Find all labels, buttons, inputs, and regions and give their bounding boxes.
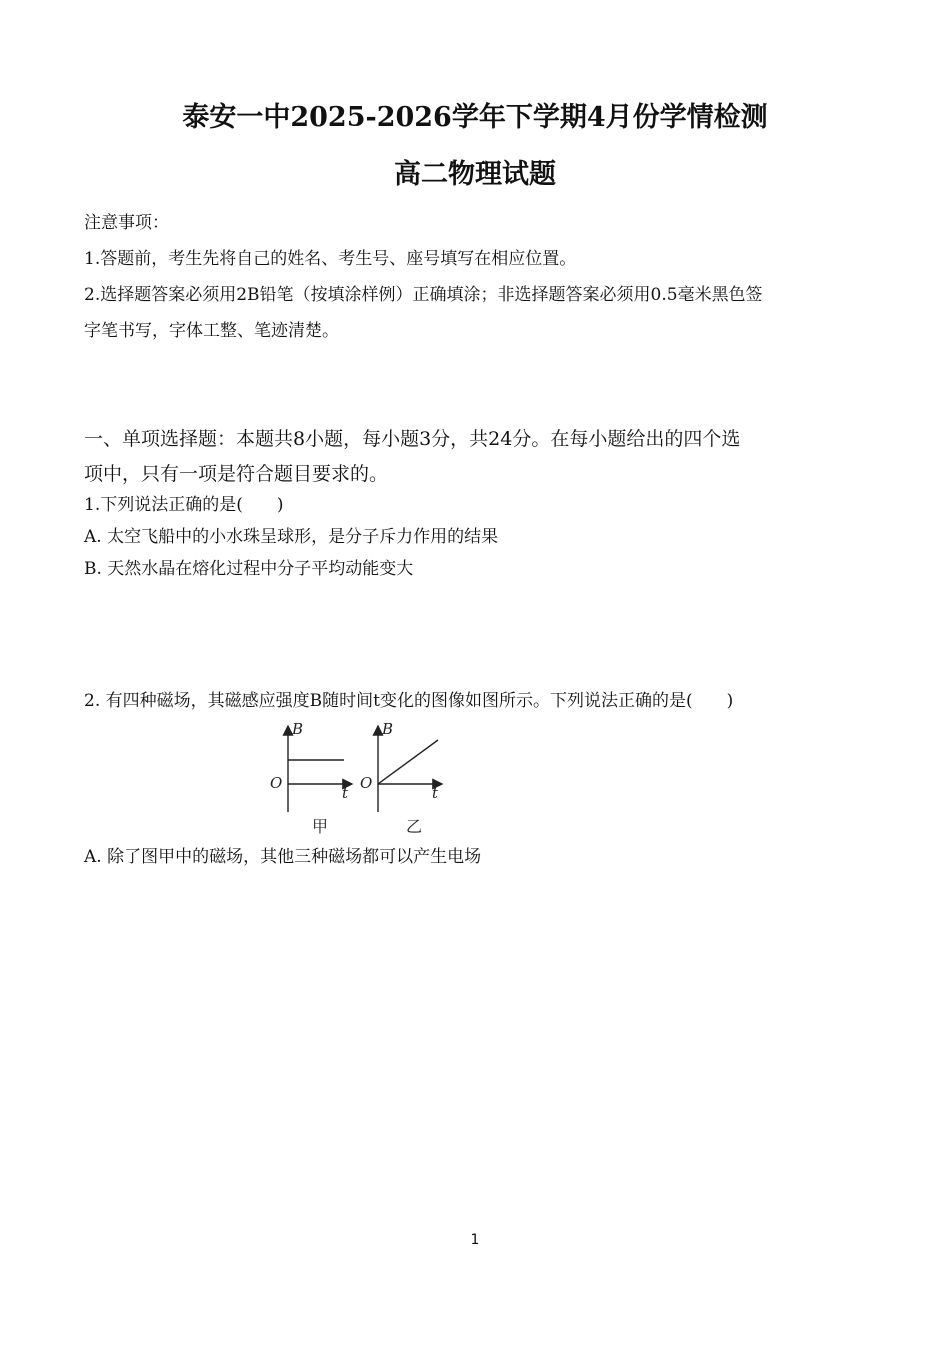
section-heading: 项中，只有一项是符合题目要求的。	[84, 463, 389, 485]
graph-label: 甲	[312, 817, 329, 836]
origin-label: O	[360, 774, 373, 792]
question-stem: 2. 有四种磁场，其磁感应强度B随时间t变化的图像如图所示。下列说法正确的是( )	[84, 691, 734, 711]
b-axis-label: B	[292, 720, 304, 738]
b-axis-label: B	[382, 720, 394, 738]
page-number: 1	[470, 1232, 480, 1248]
note-line: 2.选择题答案必须用2B铅笔（按填涂样例）正确填涂；非选择题答案必须用0.5毫米黑色签	[84, 285, 763, 305]
t-axis-label: t	[432, 784, 439, 802]
question-stem: 1.下列说法正确的是( )	[84, 495, 284, 515]
note-line: 1.答题前，考生先将自己的姓名、考生号、座号填写在相应位置。	[84, 249, 577, 269]
page-subtitle: 高二物理试题	[394, 159, 556, 190]
page-title: 泰安一中2025-2026学年下学期4月份学情检测	[182, 102, 768, 133]
option-b: B. 天然水晶在熔化过程中分子平均动能变大	[84, 559, 414, 579]
graph-yi-line	[378, 740, 438, 784]
origin-label: O	[270, 774, 283, 792]
option-a: A. 太空飞船中的小水珠呈球形，是分子斥力作用的结果	[84, 527, 499, 547]
note-line: 字笔书写，字体工整、笔迹清楚。	[84, 321, 339, 341]
notes-heading: 注意事项：	[84, 213, 169, 233]
t-axis-label: t	[342, 784, 349, 802]
q2-b-t-graphs	[260, 720, 700, 842]
option-a: A. 除了图甲中的磁场，其他三种磁场都可以产生电场	[84, 847, 482, 867]
section-heading: 一、单项选择题：本题共8小题，每小题3分，共24分。在每小题给出的四个选	[84, 428, 741, 450]
graph-label: 乙	[406, 817, 423, 836]
